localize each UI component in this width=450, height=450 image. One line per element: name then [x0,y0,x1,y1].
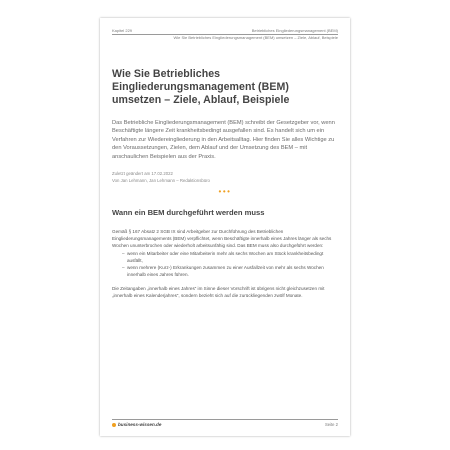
document-page [100,18,350,436]
page-number: Seite 2 [324,422,338,427]
list-item: – wenn ein Mitarbeiter oder eine Mitarbeiterin mehr als sechs Wochen am Stück krankheitsbedingt ausfällt, [122,250,338,264]
brand-logo [112,422,161,427]
section-paragraph-1: Gemäß § 167 Absatz 2 SGB IX sind Arbeitgeber zur Durchführung des Betrieblichen Eingliederungsmanagements (BEM) verpflichtet, wenn Beschäftigte innerhalb eines Jahres länger als sechs Wochen ununterbrochen oder wiederholt arbeitsunfähig sind. Das BEM muss also durchgeführt werden: [112,228,332,248]
criteria-list [112,250,338,279]
header-section: Betriebliches Eingliederungsmanagement (BEM) [251,28,338,33]
page-footer [112,422,338,427]
logo-dot-icon [112,423,116,427]
separator-dots: ••• [218,186,232,196]
article-intro: Das Betriebliche Eingliederungsmanagement (BEM) schreibt der Gesetzgeber vor, wenn Beschäftigte längere Zeit krankheitsbedingt ausgefallen sind. Es handelt sich um ein Verfahren zur Wiedereingliederung in den Arbeitsalltag. Hier finden Sie alles Wichtige zu den Voraussetzungen, Zielen, dem Ablauf und der Umsetzung des BEM – mit anschaulichen Beispielen aus der Praxis. [112,120,335,160]
logo-text: business-wissen.de [118,422,162,427]
footer-divider [112,419,338,420]
article-authors: Von Jan Lehmann, Jan Lehmann – Redaktionsbüro [112,178,210,184]
last-updated: Zuletzt geändert am 17.02.2022 [112,171,173,177]
article-title: Wie Sie Betriebliches Eingliederungsmanagement (BEM) umsetzen – Ziele, Ablauf, Beispiele [112,68,290,106]
section-heading: Wann ein BEM durchgeführt werden muss [112,207,265,217]
section-paragraph-2: Die Zeitangaben „innerhalb eines Jahres“ im Sinne dieser Vorschrift ist übrigens nicht gleichzusetzen mit „innerhalb eines Kalenderjahres“, sondern bezieht sich auf die zurückliegenden zwölf Monate. [112,286,325,299]
list-item: – wenn mehrere (Kurz-) Erkrankungen zusammen zu einer Ausfallzeit von mehr als sechs Wochen innerhalb eines Jahres führen. [122,264,338,278]
running-header [112,28,338,40]
article-meta [112,170,338,185]
header-chapter: Kapitel 229 [112,28,133,33]
header-subtitle: Wie Sie Betriebliches Eingliederungsmanagement (BEM) umsetzen – Ziele, Ablauf, Beispiele [173,35,338,40]
